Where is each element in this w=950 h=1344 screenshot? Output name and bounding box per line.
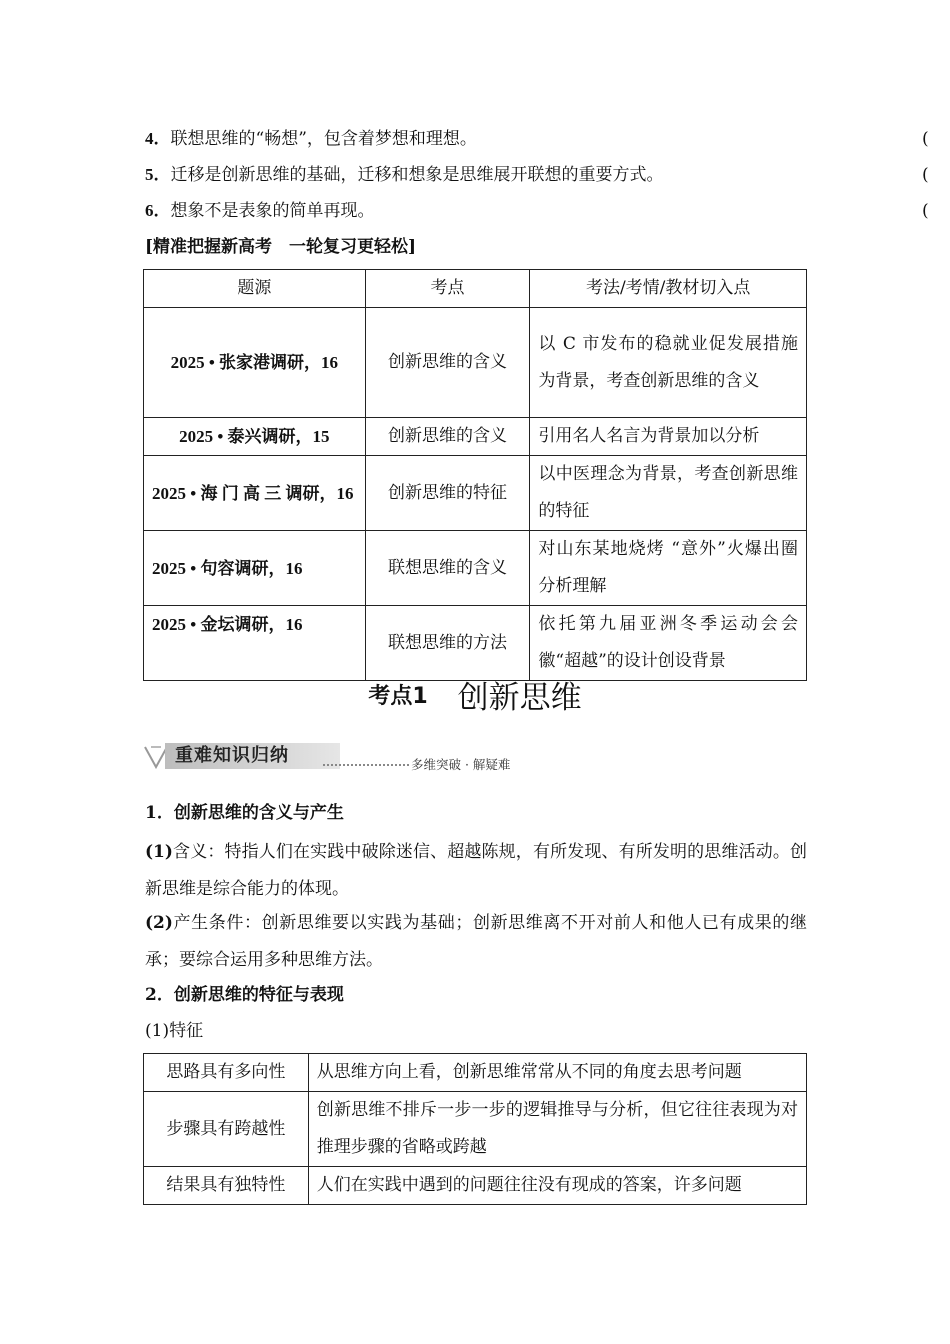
table-row (144, 1167, 807, 1205)
heading-label: 考点1 (368, 684, 428, 709)
source-cell: 2025 • 金坛调研，16 (144, 606, 366, 681)
feature-table (143, 1053, 807, 1205)
header-point: 考点 (365, 270, 530, 308)
banner-dots (323, 764, 409, 766)
section-heading (0, 672, 950, 718)
banner-title: 重难知识归纳 (175, 745, 289, 766)
source-cell: 2025 • 泰兴调研，15 (144, 418, 366, 456)
point-cell: 创新思维的含义 (365, 418, 530, 456)
item-6 (145, 200, 375, 222)
method-cell: 引用名人名言为背景加以分析 (530, 418, 807, 456)
table-header-row (144, 270, 807, 308)
table-row (144, 606, 807, 681)
item-text: 迁移是创新思维的基础，迁移和想象是思维展开联想的重要方式。 (170, 165, 664, 185)
answer-paren: ( (922, 201, 929, 221)
method-cell: 以 C 市发布的稳就业促发展措施为背景，考查创新思维的含义 (530, 308, 807, 418)
paragraph-1 (145, 834, 807, 908)
feature-value: 人们在实践中遇到的问题往往没有现成的答案，许多问题 (308, 1167, 806, 1205)
body-heading-1: 1．创新思维的含义与产生 (145, 803, 344, 823)
source-cell: 2025 • 句容调研，16 (144, 531, 366, 606)
item-text: 想象不是表象的简单再现。 (170, 201, 375, 221)
item-5 (145, 164, 664, 186)
subheading-features: (1)特征 (145, 1021, 204, 1041)
source-cell: 2025 • 海 门 高 三 调研，16 (144, 456, 366, 531)
table-row (144, 418, 807, 456)
paragraph-text: 含义：特指人们在实践中破除迷信、超越陈规，有所发现、有所发明的思维活动。创新思维是综合能力的体现。 (145, 842, 807, 899)
body-heading-2: 2．创新思维的特征与表现 (145, 985, 344, 1005)
header-source: 题源 (144, 270, 366, 308)
feature-key: 思路具有多向性 (144, 1054, 309, 1092)
method-cell: 对山东某地烧烤 “意外”火爆出圈分析理解 (530, 531, 807, 606)
answer-paren: ( (922, 165, 929, 185)
knowledge-banner (143, 737, 543, 777)
source-cell: 2025 • 张家港调研，16 (144, 308, 366, 418)
point-cell: 创新思维的特征 (365, 456, 530, 531)
table-row (144, 456, 807, 531)
method-cell: 以中医理念为背景，考查创新思维的特征 (530, 456, 807, 531)
paragraph-label: (2) (145, 913, 173, 933)
paragraph-2 (145, 905, 807, 979)
answer-paren: ( (922, 129, 929, 149)
feature-key: 结果具有独特性 (144, 1167, 309, 1205)
header-method: 考法/考情/教材切入点 (530, 270, 807, 308)
section-label: [精准把握新高考 一轮复习更轻松] (145, 237, 417, 257)
table-row (144, 1092, 807, 1167)
table-row (144, 308, 807, 418)
item-number: 6． (145, 201, 171, 220)
method-cell: 依托第九届亚洲冬季运动会会徽“超越”的设计创设背景 (530, 606, 807, 681)
point-cell: 创新思维的含义 (365, 308, 530, 418)
table-row (144, 1054, 807, 1092)
feature-value: 创新思维不排斥一步一步的逻辑推导与分析，但它往往表现为对推理步骤的省略或跨越 (308, 1092, 806, 1167)
table-row (144, 531, 807, 606)
point-cell: 联想思维的含义 (365, 531, 530, 606)
exam-source-table (143, 269, 807, 681)
item-number: 4． (145, 129, 171, 148)
heading-title: 创新思维 (457, 680, 582, 716)
point-cell: 联想思维的方法 (365, 606, 530, 681)
feature-value: 从思维方向上看，创新思维常常从不同的角度去思考问题 (308, 1054, 806, 1092)
item-4 (145, 128, 477, 150)
feature-key: 步骤具有跨越性 (144, 1092, 309, 1167)
item-text: 联想思维的“畅想”，包含着梦想和理想。 (170, 129, 477, 149)
item-number: 5． (145, 165, 171, 184)
paragraph-text: 产生条件：创新思维要以实践为基础；创新思维离不开对前人和他人已有成果的继承；要综合运用多种思维方法。 (145, 913, 807, 970)
banner-subtitle: 多维突破 · 解疑难 (411, 757, 511, 772)
paragraph-label: (1) (145, 842, 173, 862)
